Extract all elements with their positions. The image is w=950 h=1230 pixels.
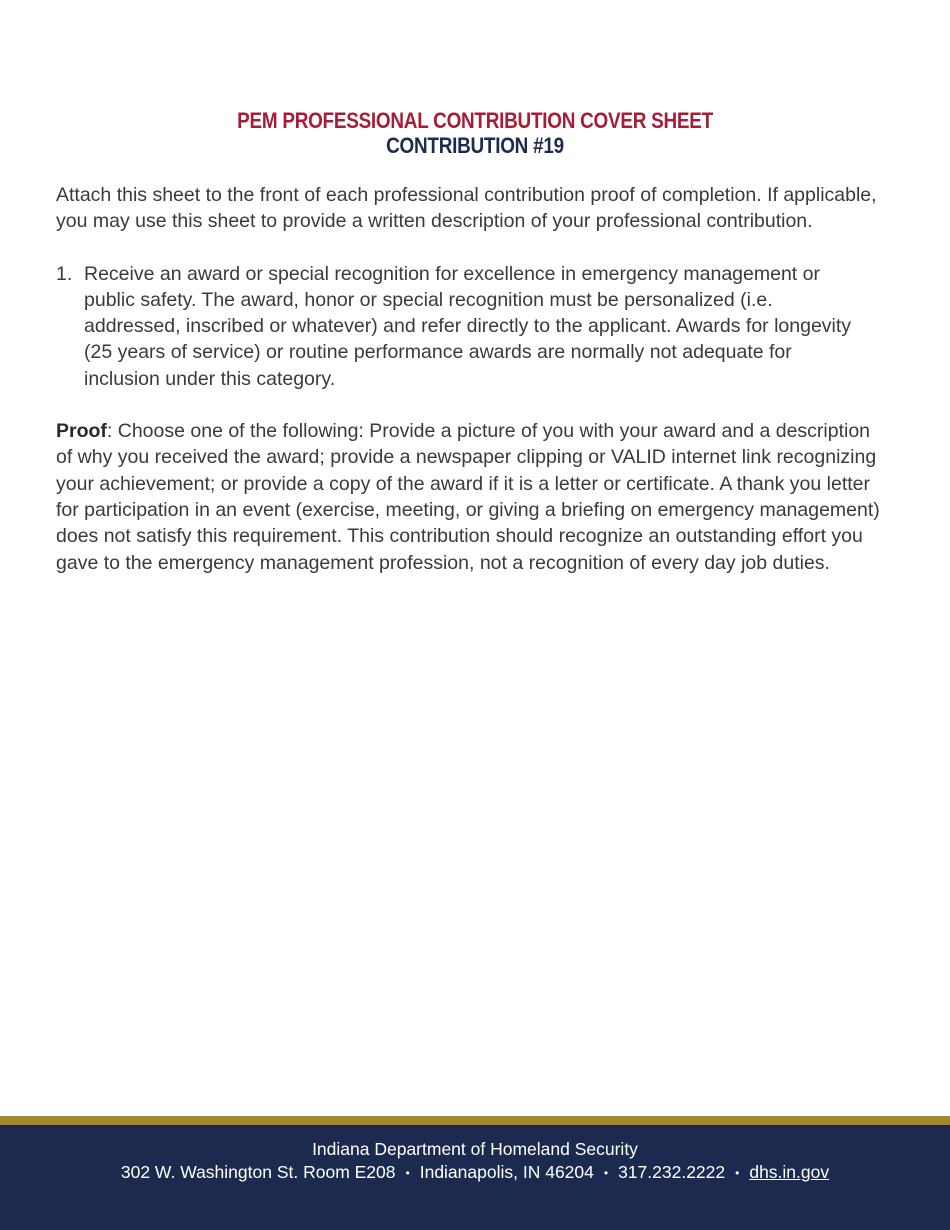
- proof-text: : Choose one of the following: Provide a picture of you with your award and a description of why you received the award; provide a newspaper clipping or VALID internet link recognizing your achievement; or provide a copy of the award if it is a letter or certificate. A thank you letter for participation in an event (exercise, meeting, or giving a briefing on emergency management) does not satisfy this requirement. This contribution should recognize an outstanding effort you gave to the emergency management profession, not a recognition of every day job duties.: [56, 420, 880, 574]
- footer-organization: Indiana Department of Homeland Security: [312, 1139, 638, 1159]
- footer-accent-bar: [0, 1116, 950, 1125]
- separator-dot-icon: •: [603, 1166, 609, 1181]
- proof-paragraph: [56, 418, 888, 576]
- list-item-text: Receive an award or special recognition for excellence in emergency management or public safety. The award, honor or special recognition must be personalized (i.e. addressed, inscribed or whatever) and refer directly to the applicant. Awards for longevity (25 years of service) or routine performance awards are normally not adequate for inclusion under this category.: [84, 262, 852, 390]
- footer-contact-line: [0, 1160, 950, 1185]
- proof-label: Proof: [56, 420, 107, 443]
- footer-website-link[interactable]: dhs.in.gov: [749, 1162, 830, 1182]
- document-header: [0, 108, 950, 158]
- list-item: [56, 261, 888, 392]
- footer-address: 302 W. Washington St. Room E208: [120, 1162, 396, 1182]
- footer-city: Indianapolis, IN 46204: [419, 1162, 594, 1182]
- separator-dot-icon: •: [735, 1166, 740, 1181]
- list-item-number: 1.: [56, 262, 73, 285]
- footer-phone: 317.232.2222: [618, 1162, 726, 1182]
- separator-dot-icon: •: [405, 1166, 410, 1181]
- footer: [0, 1125, 950, 1230]
- document-body: [56, 182, 888, 576]
- intro-paragraph: Attach this sheet to the front of each professional contribution proof of completion. If applicable, you may use this sheet to provide a written description of your professional contribution.: [56, 184, 877, 233]
- contribution-number: CONTRIBUTION #19: [386, 133, 564, 158]
- document-title: PEM PROFESSIONAL CONTRIBUTION COVER SHEET: [237, 108, 713, 133]
